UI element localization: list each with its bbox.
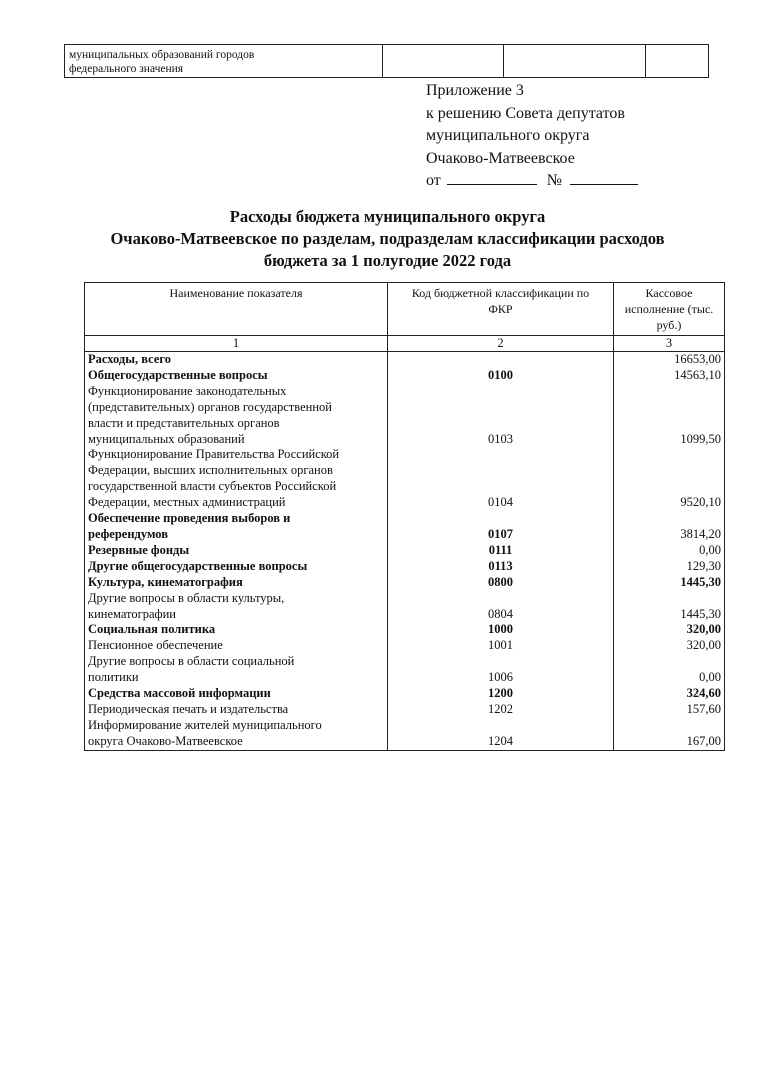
row-name-line: округа Очаково-Матвеевское bbox=[88, 733, 243, 748]
row-code: 0103 bbox=[388, 384, 614, 448]
row-code: 0800 bbox=[388, 575, 614, 591]
row-value: 167,00 bbox=[614, 718, 725, 750]
appendix-district: муниципального округа bbox=[426, 127, 590, 144]
row-code: 1001 bbox=[388, 638, 614, 654]
table-row bbox=[85, 511, 725, 543]
row-value: 324,60 bbox=[614, 686, 725, 702]
row-value: 129,30 bbox=[614, 559, 725, 575]
date-blank bbox=[447, 170, 537, 185]
row-name-line: Федерации, высших исполнительных органов bbox=[88, 463, 333, 478]
row-name-line: референдумов bbox=[88, 526, 168, 541]
row-value: 9520,10 bbox=[614, 447, 725, 511]
row-name bbox=[85, 638, 388, 654]
title-line: бюджета за 1 полугодие 2022 года bbox=[263, 251, 512, 270]
header-name: Наименование показателя bbox=[85, 283, 388, 336]
column-number: 2 bbox=[388, 336, 614, 352]
row-name-line: Информирование жителей муниципального bbox=[88, 717, 322, 732]
row-name bbox=[85, 368, 388, 384]
row-value: 1445,30 bbox=[614, 591, 725, 623]
row-name-line: Функционирование Правительства Российской bbox=[88, 447, 340, 462]
table-row bbox=[85, 686, 725, 702]
row-name-line: Пенсионное обеспечение bbox=[88, 638, 223, 653]
row-name-line: муниципальных образований bbox=[88, 431, 245, 446]
column-number: 3 bbox=[614, 336, 725, 352]
row-name-line: Расходы, всего bbox=[88, 352, 172, 366]
row-value: 1445,30 bbox=[614, 575, 725, 591]
appendix-heading bbox=[426, 80, 726, 193]
appendix-number: Приложение 3 bbox=[426, 82, 524, 99]
row-code: 0100 bbox=[388, 368, 614, 384]
table-header-row bbox=[85, 283, 725, 336]
appendix-decision: к решению Совета депутатов bbox=[426, 104, 625, 122]
row-code: 0111 bbox=[388, 543, 614, 559]
row-name-line: Культура, кинематография bbox=[88, 574, 243, 589]
row-name bbox=[85, 511, 388, 543]
table-row bbox=[85, 702, 725, 718]
number-label: № bbox=[546, 172, 563, 189]
number-blank bbox=[570, 170, 638, 185]
row-value: 0,00 bbox=[614, 543, 725, 559]
row-name bbox=[85, 702, 388, 718]
table-row bbox=[85, 559, 725, 575]
row-name-line: кинематографии bbox=[88, 606, 177, 621]
header-code: Код бюджетной классификации по ФКР bbox=[388, 283, 614, 336]
row-name-line: политики bbox=[88, 670, 139, 685]
title-line: Расходы бюджета муниципального округа bbox=[229, 207, 546, 226]
appendix-district-name: Очаково-Матвеевское bbox=[426, 149, 575, 167]
previous-table-divider bbox=[645, 45, 646, 77]
row-value: 14563,10 bbox=[614, 368, 725, 384]
row-value: 1099,50 bbox=[614, 384, 725, 448]
budget-table bbox=[84, 282, 725, 751]
row-code: 1204 bbox=[388, 718, 614, 750]
previous-table-cell bbox=[65, 45, 383, 77]
row-name-line: власти и представительных органов bbox=[88, 415, 280, 430]
table-row bbox=[85, 718, 725, 750]
previous-table-fragment bbox=[64, 44, 709, 78]
table-row bbox=[85, 447, 725, 511]
row-name-line: Другие общегосударственные вопросы bbox=[88, 558, 308, 573]
previous-table-line: федерального значения bbox=[69, 63, 184, 75]
row-code: 1006 bbox=[388, 654, 614, 686]
row-value: 320,00 bbox=[614, 622, 725, 638]
column-number-row bbox=[85, 336, 725, 352]
row-name bbox=[85, 559, 388, 575]
row-name-line: Обеспечение проведения выборов и bbox=[88, 511, 291, 526]
table-row bbox=[85, 384, 725, 448]
row-name bbox=[85, 686, 388, 702]
row-code bbox=[388, 352, 614, 368]
table-row bbox=[85, 368, 725, 384]
row-code: 0804 bbox=[388, 591, 614, 623]
row-name bbox=[85, 591, 388, 623]
row-name bbox=[85, 622, 388, 638]
column-number: 1 bbox=[85, 336, 388, 352]
table-row bbox=[85, 575, 725, 591]
row-name bbox=[85, 447, 388, 511]
row-code: 1000 bbox=[388, 622, 614, 638]
appendix-date-line bbox=[426, 170, 726, 193]
row-name-line: государственной власти субъектов Российской bbox=[88, 479, 337, 494]
row-name-line: Социальная политика bbox=[88, 622, 216, 637]
table-row bbox=[85, 654, 725, 686]
row-value: 16653,00 bbox=[614, 352, 725, 368]
row-name-line: Функционирование законодательных bbox=[88, 383, 287, 398]
row-value: 157,60 bbox=[614, 702, 725, 718]
row-value: 0,00 bbox=[614, 654, 725, 686]
row-value: 320,00 bbox=[614, 638, 725, 654]
title-line: Очаково-Матвеевское по разделам, подразделам классификации расходов bbox=[110, 229, 665, 248]
table-body bbox=[85, 352, 725, 751]
row-name-line: (представительных) органов государственной bbox=[88, 399, 332, 414]
row-name bbox=[85, 654, 388, 686]
row-name bbox=[85, 575, 388, 591]
document-title bbox=[60, 206, 715, 272]
table-row bbox=[85, 622, 725, 638]
row-name bbox=[85, 384, 388, 448]
previous-table-divider bbox=[503, 45, 504, 77]
row-name-line: Средства массовой информации bbox=[88, 686, 271, 701]
table-row bbox=[85, 543, 725, 559]
row-code: 0104 bbox=[388, 447, 614, 511]
row-name-line: Периодическая печать и издательства bbox=[88, 701, 289, 716]
row-name-line: Резервные фонды bbox=[88, 542, 190, 557]
row-name bbox=[85, 543, 388, 559]
table-row bbox=[85, 638, 725, 654]
row-name-line: Другие вопросы в области культуры, bbox=[88, 590, 285, 605]
header-value: Кассовое исполнение (тыс. руб.) bbox=[614, 283, 725, 336]
table-row bbox=[85, 591, 725, 623]
row-value: 3814,20 bbox=[614, 511, 725, 543]
row-name bbox=[85, 718, 388, 750]
previous-table-line: муниципальных образований городов bbox=[69, 49, 255, 61]
row-name-line: Другие вопросы в области социальной bbox=[88, 654, 295, 669]
row-code: 0107 bbox=[388, 511, 614, 543]
row-name-line: Федерации, местных администраций bbox=[88, 495, 286, 510]
row-code: 1202 bbox=[388, 702, 614, 718]
table-row bbox=[85, 352, 725, 368]
row-name bbox=[85, 352, 388, 368]
row-code: 1200 bbox=[388, 686, 614, 702]
date-label: от bbox=[426, 172, 441, 189]
row-code: 0113 bbox=[388, 559, 614, 575]
row-name-line: Общегосударственные вопросы bbox=[88, 367, 268, 382]
